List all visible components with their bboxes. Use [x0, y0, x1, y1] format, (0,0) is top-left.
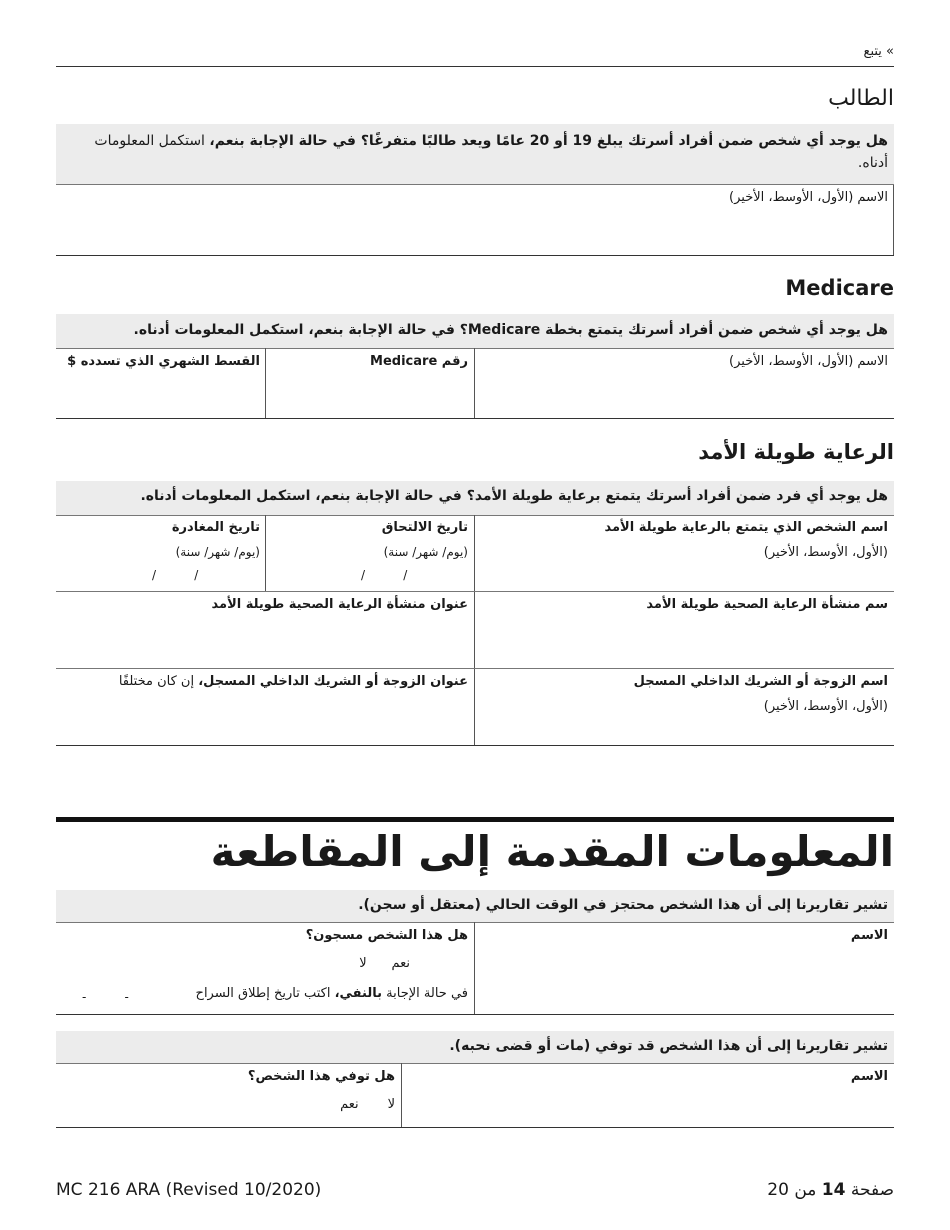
release-rest: اكتب تاريخ إطلاق السراح [195, 986, 331, 1001]
ltc-person-sub: (الأول، الأوسط، الأخير) [763, 545, 888, 560]
ltc-question: هل يوجد أي فرد ضمن أفراد أسرتك يتمتع برعاية طويلة الأمد؟ في حالة الإجابة بنعم، استكمل المعلومات أدناه. [140, 488, 888, 504]
death-name-label: الاسم [850, 1069, 888, 1084]
ltc-entry-sub: (يوم/ شهر/ سنة) [383, 545, 468, 559]
ltc-person-label: اسم الشخص الذي يتمتع بالرعاية طويلة الأمد [604, 520, 888, 535]
form-page [56, 0, 894, 1230]
death-name-field[interactable] [402, 1064, 894, 1127]
ltc-spouse-addr-field[interactable] [56, 669, 474, 745]
ltc-facility-name-label: سم منشأة الرعاية الصحية طويلة الأمد [646, 597, 888, 612]
medicare-premium-label: القسط الشهري الذي تسدده $ [67, 354, 260, 369]
student-name-label: الاسم (الأول، الأوسط، الأخير) [729, 190, 888, 205]
jail-name-field[interactable] [475, 923, 894, 1014]
ltc-facility-addr-label: عنوان منشأة الرعاية الصحية طويلة الأمد [211, 597, 468, 612]
student-question-rest: استكمل المعلومات أدناه. [94, 133, 888, 171]
student-question-bold: هل يوجد أي شخص ضمن أفراد أسرتك يبلغ 19 أو 20 عامًا ويعد طالبًا متفرغًا؟ في حالة الإجابة بنعم، [209, 133, 888, 149]
divider [56, 1014, 894, 1015]
page-total: 20 [767, 1180, 789, 1200]
release-bold: بالنفي، [334, 986, 382, 1001]
divider [265, 515, 266, 591]
ltc-facility-name-field[interactable] [475, 592, 894, 668]
divider [56, 255, 894, 256]
jail-name-label: الاسم [850, 928, 888, 943]
form-id: MC 216 ARA (Revised 10/2020) [56, 1180, 322, 1200]
death-yes-no[interactable]: لا نعم [340, 1097, 395, 1112]
release-date-field[interactable]: - - [82, 990, 129, 1004]
page-of: من [794, 1180, 817, 1200]
student-name-field[interactable] [56, 185, 894, 255]
ltc-leave-label: تاريخ المغادرة [171, 520, 260, 535]
ltc-spouse-addr-rest: إن كان مختلفًا [118, 674, 195, 689]
page-number [594, 1180, 894, 1200]
divider [56, 418, 894, 419]
medicare-number-field[interactable] [266, 349, 474, 418]
medicare-title: Medicare [785, 276, 894, 300]
jail-question: هل هذا الشخص مسجون؟ [305, 928, 468, 943]
ltc-spouse-name-field[interactable] [475, 669, 894, 745]
medicare-premium-field[interactable] [56, 349, 265, 418]
section-rule [56, 817, 894, 822]
medicare-number-label: رقم Medicare [370, 354, 468, 369]
student-question [62, 130, 888, 174]
county-title: المعلومات المقدمة إلى المقاطعة [210, 827, 894, 876]
ltc-leave-sub: (يوم/ شهر/ سنة) [175, 545, 260, 559]
student-title: الطالب [828, 86, 894, 111]
jail-yes-no[interactable]: نعم لا [359, 956, 410, 971]
divider [56, 66, 894, 67]
divider [893, 185, 894, 255]
page-word: صفحة [850, 1180, 894, 1200]
ltc-entry-date-field[interactable]: / / [361, 568, 408, 582]
ltc-entry-label: تاريخ الالتحاق [381, 520, 468, 535]
divider [56, 745, 894, 746]
page-current: 14 [821, 1180, 846, 1200]
divider [56, 1127, 894, 1128]
continued-label: » يتبع [863, 44, 894, 59]
medicare-name-label: الاسم (الأول، الأوسط، الأخير) [729, 354, 888, 369]
ltc-title: الرعاية طويلة الأمد [698, 440, 894, 464]
death-question: هل توفي هذا الشخص؟ [247, 1069, 395, 1084]
ltc-facility-addr-field[interactable] [56, 592, 474, 668]
ltc-leave-date-field[interactable]: / / [152, 568, 199, 582]
medicare-question: هل يوجد أي شخص ضمن أفراد أسرتك يتمتع بخطة Medicare؟ في حالة الإجابة بنعم، استكمل المعلومات أدناه. [133, 322, 888, 338]
release-prefix: في حالة الإجابة [386, 986, 468, 1001]
ltc-spouse-name-sub: (الأول، الأوسط، الأخير) [763, 699, 888, 714]
death-statement: تشير تقاريرنا إلى أن هذا الشخص قد توفي (مات أو قضى نحبه). [449, 1038, 888, 1054]
medicare-name-field[interactable] [475, 349, 894, 418]
ltc-spouse-name-label: اسم الزوجة أو الشريك الداخلي المسجل [633, 674, 888, 689]
ltc-spouse-addr-bold: عنوان الزوجة أو الشريك الداخلي المسجل، [198, 674, 468, 689]
divider [56, 515, 894, 516]
jail-statement: تشير تقاريرنا إلى أن هذا الشخص محتجز في الوقت الحالي (معتقل أو سجن). [358, 897, 888, 913]
